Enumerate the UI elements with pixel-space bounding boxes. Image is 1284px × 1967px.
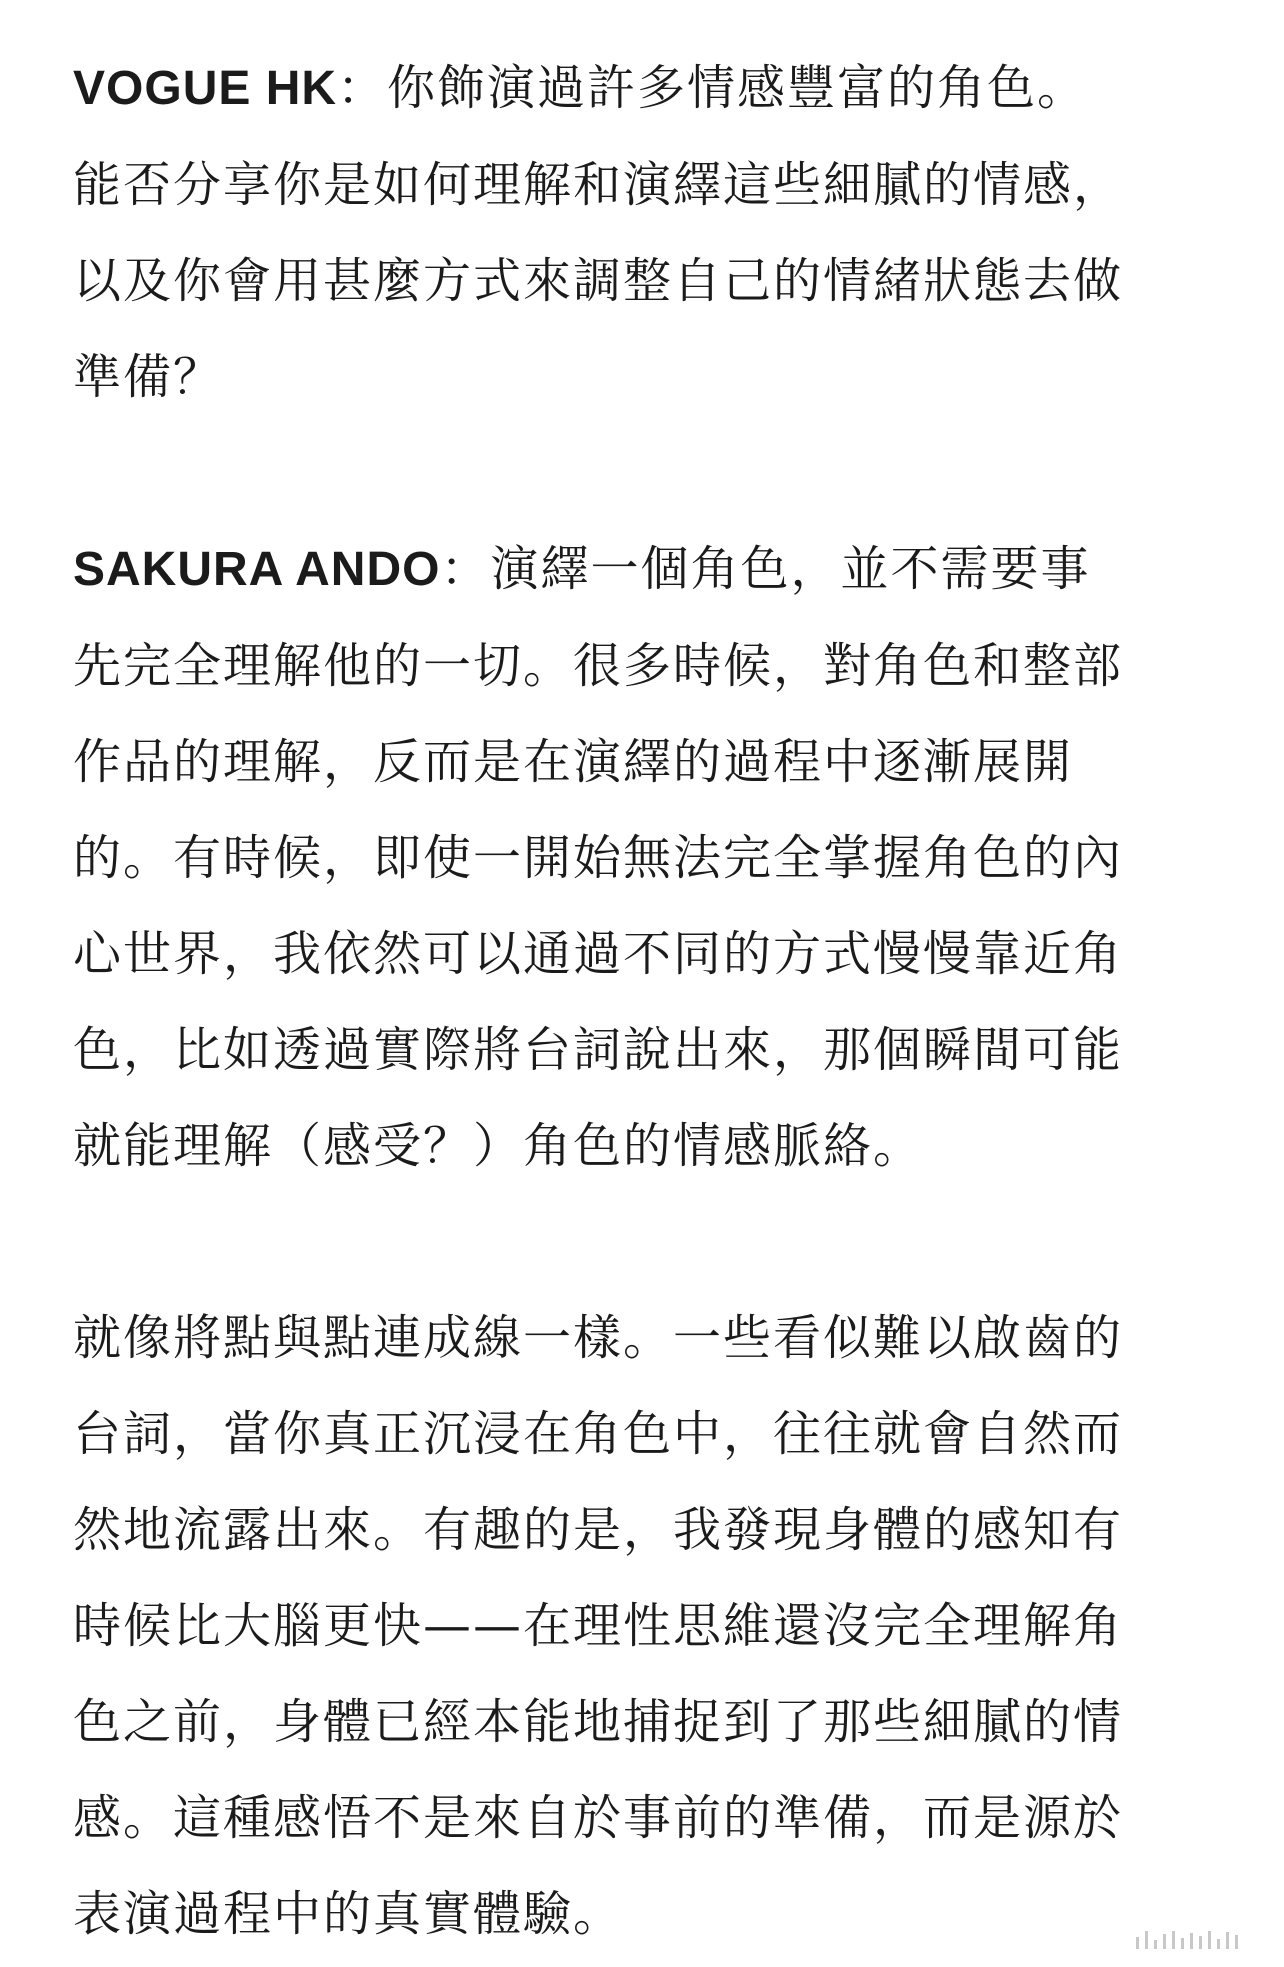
text-line: 能否分享你是如何理解和演繹這些細膩的情感， [73,157,1124,213]
watermark-bar [1154,1940,1157,1949]
interview-answer [73,521,1223,1194]
text-line: 準備？ [73,349,224,405]
watermark-bar [1172,1931,1175,1949]
watermark-bar [1190,1933,1193,1949]
text-line: 然地流露出來。有趣的是，我發現身體的感知有 [73,1502,1124,1558]
question-text: ：你飾演過許多情感豐富的角色。 [337,60,1088,116]
watermark-bar [1235,1935,1238,1949]
watermark-bar [1217,1939,1220,1949]
answer-text: ：演繹一個角色，並不需要事 [440,541,1091,597]
article-body [73,40,1223,1962]
text-line: 感。這種感悟不是來自於事前的準備，而是源於 [73,1790,1124,1846]
text-line: 色，比如透過實際將台詞說出來，那個瞬間可能 [73,1022,1124,1078]
speaker-label: SAKURA ANDO [73,543,441,596]
text-line: 作品的理解，反而是在演繹的過程中逐漸展開 [73,734,1074,790]
watermark-bar [1163,1934,1166,1949]
text-line: 心世界，我依然可以通過不同的方式慢慢靠近角 [73,926,1124,982]
watermark-bar [1226,1932,1229,1949]
text-line: 先完全理解他的一切。很多時候，對角色和整部 [73,638,1124,694]
speaker-label: VOGUE HK [73,62,338,115]
text-line: 色之前，身體已經本能地捕捉到了那些細膩的情 [73,1694,1124,1750]
text-line: 時候比大腦更快——在理性思維還沒完全理解角 [73,1598,1124,1654]
text-line: 就像將點與點連成線一樣。一些看似難以啟齒的 [73,1310,1124,1366]
text-line: 的。有時候，即使一開始無法完全掌握角色的內 [73,830,1124,886]
watermark-bar [1208,1931,1211,1949]
interview-answer-continued [73,1290,1223,1962]
watermark-icon [1136,1931,1238,1949]
interview-question [73,40,1223,425]
watermark-bar [1181,1938,1184,1949]
watermark-bar [1145,1931,1148,1949]
text-line: 就能理解（感受？）角色的情感脈絡。 [73,1118,924,1174]
text-line [73,40,1223,137]
text-line: 以及你會用甚麼方式來調整自己的情緒狀態去做 [73,253,1124,309]
watermark-bar [1199,1936,1202,1949]
text-line [73,521,1223,618]
watermark-bar [1136,1937,1139,1949]
text-line: 表演過程中的真實體驗。 [73,1886,624,1942]
text-line: 台詞，當你真正沉浸在角色中，往往就會自然而 [73,1406,1124,1462]
